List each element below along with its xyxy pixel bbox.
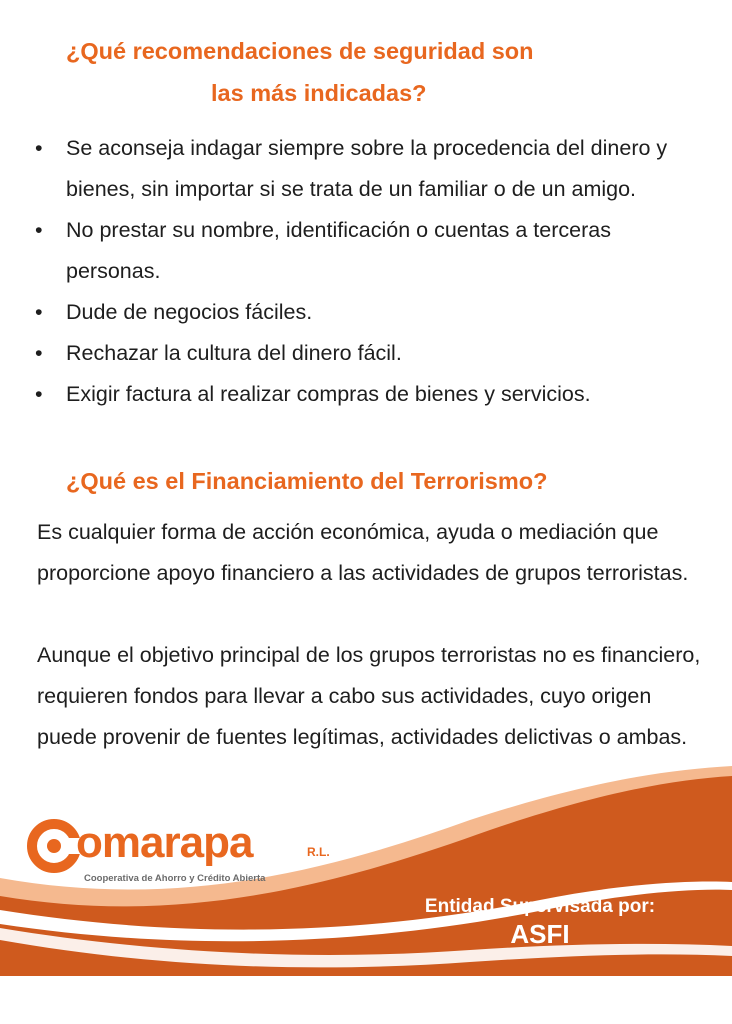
bullet-icon: • [35, 300, 43, 324]
explanation-paragraph: Aunque el objetivo principal de los grupos terroristas no es financiero, requieren fondos para llevar a cabo sus actividades, cuyo origen puede provenir de fuentes legítimas, actividades delictivas o ambas. [37, 643, 701, 749]
logo-wordmark: omarapa [76, 818, 253, 867]
bullet-icon: • [35, 136, 43, 160]
supervisor-name: ASFI [510, 919, 570, 949]
logo-tagline: Cooperativa de Ahorro y Crédito Abierta [84, 873, 266, 884]
bullet-icon: • [35, 382, 43, 406]
list-item-text: Rechazar la cultura del dinero fácil. [66, 341, 402, 365]
bullet-icon: • [35, 218, 43, 242]
list-item-text: Se aconseja indagar siempre sobre la procedencia del dinero y bienes, sin importar si se trata de un familiar o de un amigo. [66, 136, 668, 201]
list-item-text: No prestar su nombre, identificación o cuentas a terceras personas. [66, 218, 611, 283]
bullet-icon: • [35, 341, 43, 365]
list-item-text: Exigir factura al realizar compras de bienes y servicios. [66, 382, 591, 406]
section1-title-line1: ¿Qué recomendaciones de seguridad son [66, 38, 534, 64]
security-recommendations-list [0, 128, 732, 415]
list-item [0, 292, 676, 333]
list-item-text: Dude de negocios fáciles. [66, 300, 313, 324]
section2-title: ¿Qué es el Financiamiento del Terrorismo? [66, 468, 548, 494]
list-item [0, 333, 676, 374]
logo-suffix: R.L. [307, 845, 330, 859]
section1-title-line2: las más indicadas? [211, 80, 427, 106]
supervised-label: Entidad Supervisada por: [424, 896, 656, 917]
footer-wave-background [0, 760, 732, 1024]
definition-paragraph: Es cualquier forma de acción económica, ayuda o mediación que proporcione apoyo financiero a las actividades de grupos terroristas. [37, 520, 689, 585]
list-item [0, 128, 676, 210]
list-item [0, 374, 676, 415]
logo-c-mark-icon [26, 818, 82, 874]
comarapa-logo [26, 818, 346, 890]
list-item [0, 210, 676, 292]
